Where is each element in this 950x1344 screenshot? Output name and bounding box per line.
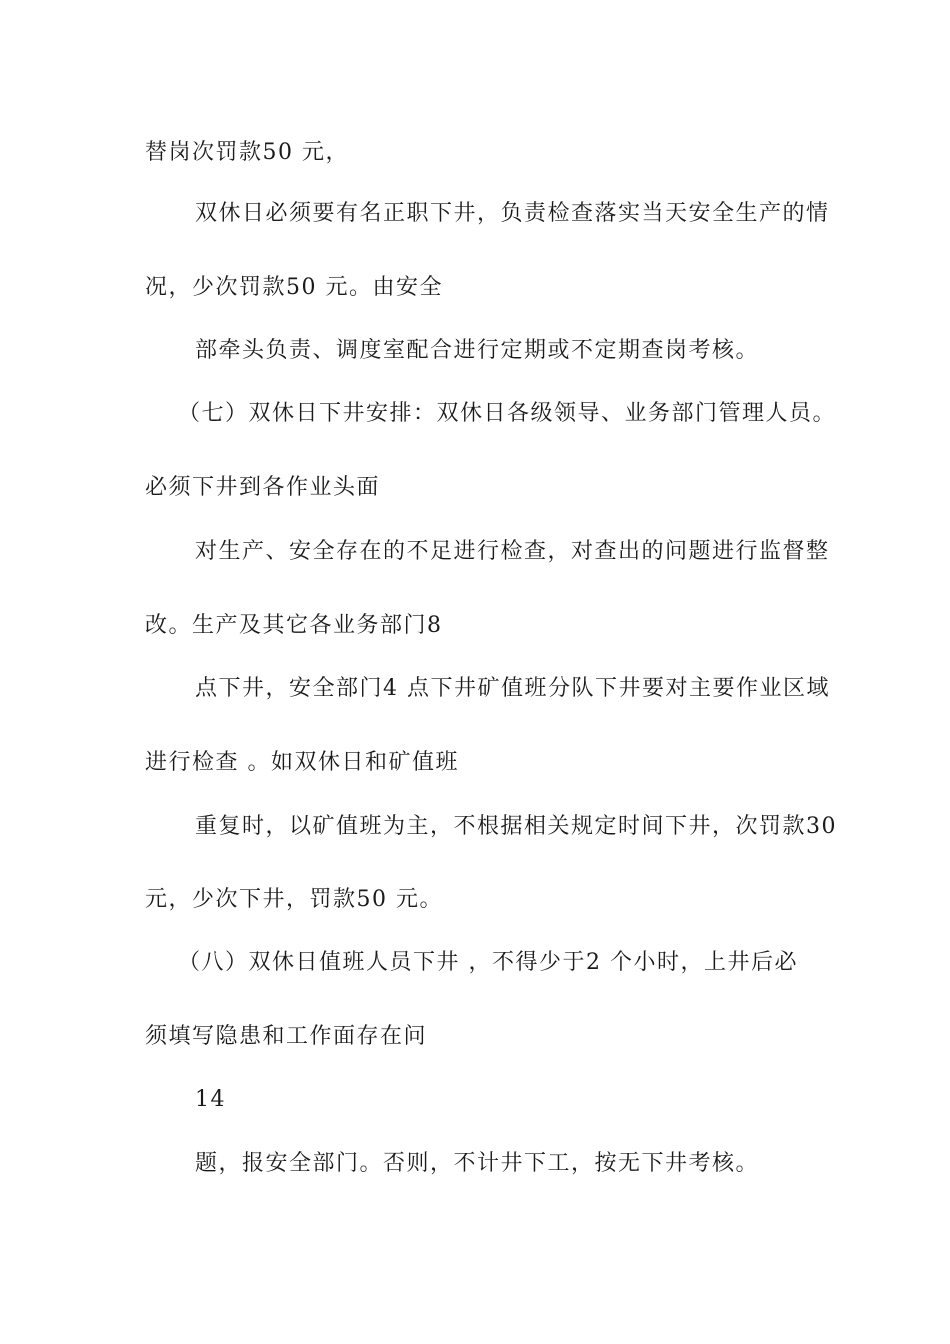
text-line: 点下井，安全部门4 点下井矿值班分队下井要对主要作业区域	[195, 676, 830, 701]
text-line: （七）双休日下井安排：双休日各级领导、业务部门管理人员。	[178, 401, 837, 426]
text-line: 双休日必须要有名正职下井，负责检查落实当天安全生产的情	[195, 201, 830, 226]
page-number: 14	[195, 1087, 226, 1112]
text-line: 部牵头负责、调度室配合进行定期或不定期查岗考核。	[195, 338, 760, 363]
text-line: 对生产、安全存在的不足进行检查，对查出的问题进行监督整	[195, 539, 830, 564]
text-line: 须填写隐患和工作面存在问	[145, 1024, 428, 1049]
text-line: （八）双休日值班人员下井 ，不得少于2 个小时，上井后必	[178, 950, 798, 975]
text-line: 况，少次罚款50 元。由安全	[145, 275, 443, 300]
text-line: 题，报安全部门。否则，不计井下工，按无下井考核。	[195, 1151, 760, 1176]
text-line: 元，少次下井，罚款50 元。	[145, 887, 443, 912]
text-line: 改。生产及其它各业务部门8	[145, 613, 443, 638]
text-line: 重复时，以矿值班为主，不根据相关规定时间下井，次罚款30	[195, 814, 837, 839]
text-line: 替岗次罚款50 元，	[145, 140, 349, 165]
text-line: 进行检查 。如双休日和矿值班	[145, 750, 459, 775]
text-line: 必须下井到各作业头面	[145, 475, 381, 500]
